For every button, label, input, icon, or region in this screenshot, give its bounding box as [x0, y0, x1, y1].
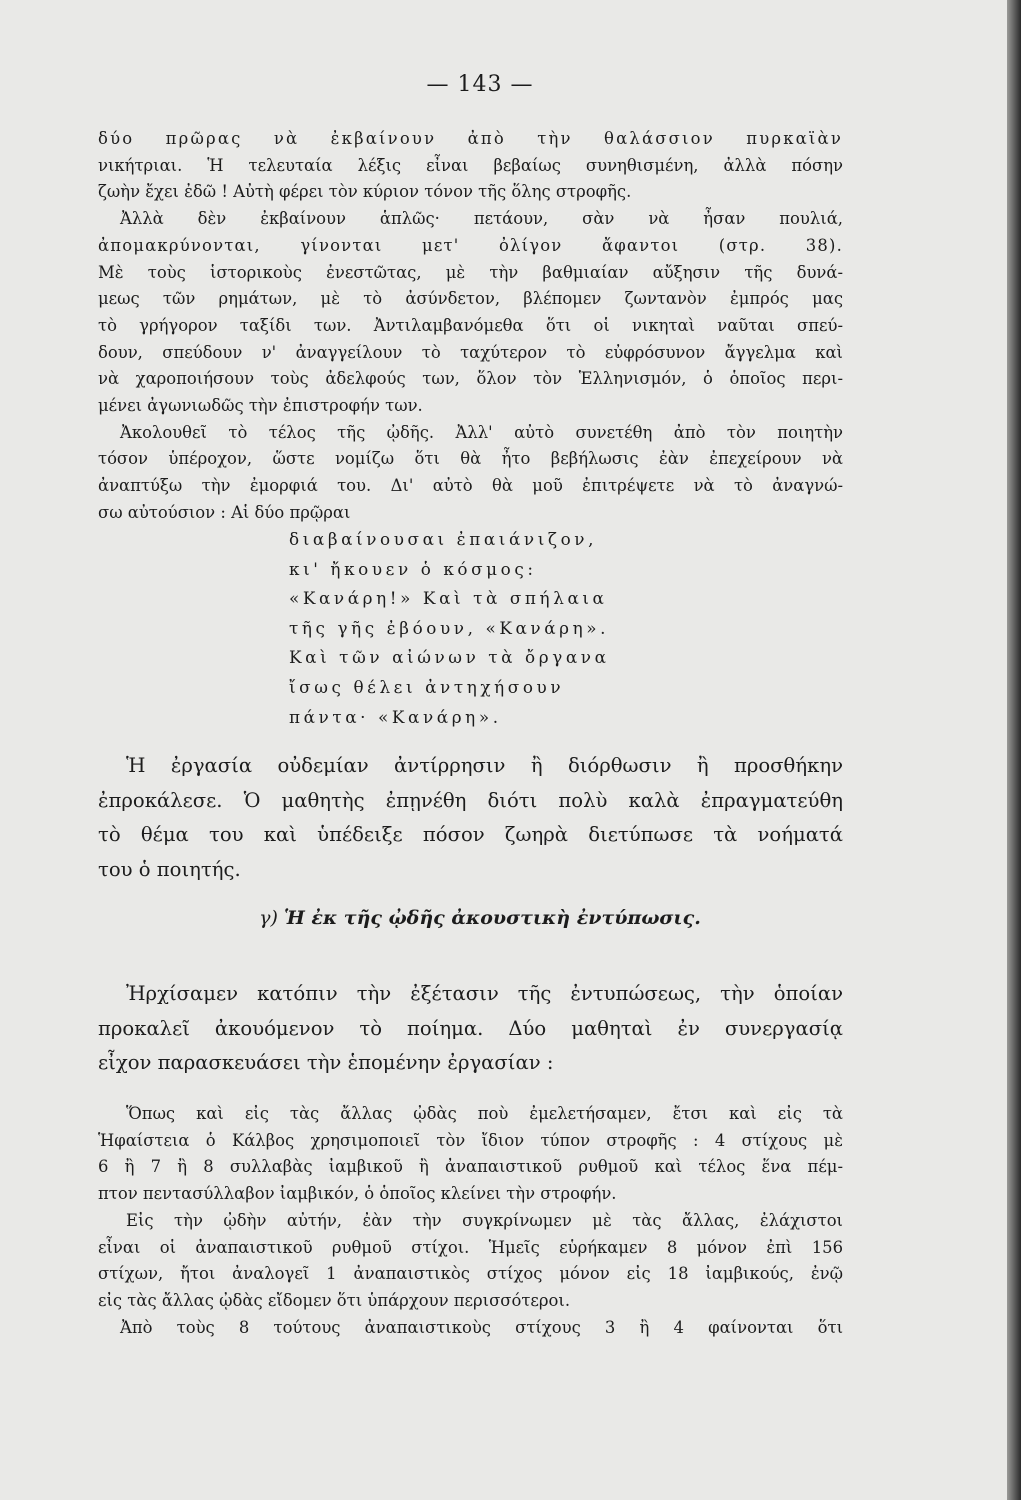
text-line: ἀπομακρύνονται, γίνονται μετ' ὀλίγον ἄφαντοι (στρ. 38).	[98, 235, 843, 255]
poem-line: τῆς γῆς ἐβόουν, «Κανάρη».	[289, 617, 610, 638]
text-line: 6 ἢ 7 ἢ 8 συλλαβὰς ἰαμβικοῦ ἢ ἀναπαιστικοῦ ρυθμοῦ καὶ τέλος ἕνα πέμ-	[98, 1157, 843, 1177]
text-line: σω αὐτούσιον : Αἱ δύο πρῷραι	[98, 502, 351, 522]
text-line: εἶχον παρασκευάσει τὴν ἑπομένην ἐργασίαν :	[98, 1051, 554, 1074]
text-line: πτον πεντασύλλαβον ἰαμβικόν, ὁ ὁποῖος κλείνει τὴν στροφήν.	[98, 1184, 617, 1204]
text-line: Ἀλλὰ δὲν ἐκβαίνουν ἁπλῶς· πετάουν, σὰν νὰ ἦσαν πουλιά,	[120, 209, 843, 229]
section-label: γ)	[259, 907, 278, 929]
text-line: ἐπροκάλεσε. Ὁ μαθητὴς ἐπῃνέθη διότι πολὺ καλὰ ἐπραγματεύθη	[98, 788, 843, 812]
text-line: μένει ἀγωνιωδῶς τὴν ἐπιστροφήν των.	[98, 396, 423, 416]
text-line: Ἀκολουθεῖ τὸ τέλος τῆς ᾠδῆς. Ἀλλ' αὐτὸ συνετέθη ἀπὸ τὸν ποιητὴν	[120, 422, 843, 442]
poem-line: «Κανάρη!» Καὶ τὰ σπήλαια	[289, 588, 608, 609]
text-line: στίχων, ἤτοι ἀναλογεῖ 1 ἀναπαιστικὸς στίχος μόνον εἰς 18 ἰαμβικούς, ἐνῷ	[98, 1264, 843, 1284]
text-line: εἶναι οἱ ἀναπαιστικοῦ ρυθμοῦ στίχοι. Ἡμεῖς εὑρήκαμεν 8 μόνον ἐπὶ 156	[98, 1237, 843, 1257]
text-line: τόσον ὑπέροχον, ὥστε νομίζω ὅτι θὰ ἦτο βεβήλωσις ἐὰν ἐπεχείρουν νὰ	[98, 449, 843, 469]
text-line: νικήτριαι. Ἡ τελευταία λέξις εἶναι βεβαίως συνηθισμένη, ἀλλὰ πόσην	[98, 155, 843, 175]
poem-stanza	[289, 525, 610, 732]
text-line: Ὅπως καὶ εἰς τὰς ἄλλας ᾠδὰς ποὺ ἐμελετήσαμεν, ἔτσι καὶ εἰς τὰ	[126, 1104, 843, 1123]
paragraph-bottom	[98, 1101, 843, 1341]
poem-line: κι' ἤκουεν ὁ κόσμος:	[289, 558, 537, 579]
text-line: Ἡφαίστεια ὁ Κάλβος χρησιμοποιεῖ τὸν ἴδιον τύπον στροφῆς : 4 στίχους μὲ	[98, 1130, 843, 1150]
section-title: Ἡ ἐκ τῆς ᾠδῆς ἀκουστικὴ ἐντύπωσις.	[284, 907, 701, 929]
text-line: ἀναπτύξω τὴν ἐμορφιά του. Δι' αὐτὸ θὰ μοῦ ἐπιτρέψετε νὰ τὸ ἀναγνώ-	[98, 476, 843, 496]
page-number: — 143 —	[426, 72, 534, 97]
text-line: τὸ θέμα του καὶ ὑπέδειξε πόσον ζωηρὰ διετύπωσε τὰ νοήματά	[98, 823, 843, 846]
poem-line: πάντα· «Κανάρη».	[289, 706, 502, 727]
text-line: νὰ χαροποιήσουν τοὺς ἀδελφούς των, ὅλον τὸν Ἑλληνισμόν, ὁ ὁποῖος περι-	[98, 369, 843, 389]
text-line: Εἰς τὴν ᾠδὴν αὐτήν, ἐὰν τὴν συγκρίνωμεν μὲ τὰς ἄλλας, ἐλάχιστοι	[126, 1210, 843, 1230]
text-line: Ἡ ἐργασία οὐδεμίαν ἀντίρρησιν ἢ διόρθωσιν ἢ προσθήκην	[126, 754, 843, 777]
paragraph-lower	[98, 977, 843, 1081]
text-line: ζωὴν ἔχει ἐδῶ ! Αὐτὴ φέρει τὸν κύριον τόνον τῆς ὅλης στροφῆς.	[98, 182, 632, 202]
page-edge-shadow	[1007, 0, 1021, 1500]
text-line: δουν, σπεύδουν ν' ἀναγγείλουν τὸ ταχύτερον τὸ εὐφρόσυνον ἄγγελμα καὶ	[98, 342, 843, 362]
text-line: μεως τῶν ρημάτων, μὲ τὸ ἀσύνδετον, βλέπομεν ζωντανὸν ἐμπρός μας	[98, 289, 843, 309]
text-line: προκαλεῖ ἀκουόμενον τὸ ποίημα. Δύο μαθηταὶ ἐν συνεργασίᾳ	[98, 1016, 843, 1040]
poem-line: διαβαίνουσαι ἐπαιάνιζον,	[289, 529, 598, 549]
text-line: Ἀπὸ τοὺς 8 τούτους ἀναπαιστικοὺς στίχους 3 ἢ 4 φαίνονται ὅτι	[120, 1317, 843, 1337]
poem-line: ἴσως θέλει ἀντηχήσουν	[289, 676, 565, 697]
paragraph-top	[98, 126, 843, 527]
text-line: Μὲ τοὺς ἱστορικοὺς ἐνεστῶτας, μὲ τὴν βαθμιαίαν αὔξησιν τῆς δυνά-	[98, 262, 843, 282]
text-line: του ὁ ποιητής.	[98, 857, 241, 881]
text-line: εἰς τὰς ἄλλας ᾠδὰς εἴδομεν ὅτι ὑπάρχουν περισσότεροι.	[98, 1290, 571, 1310]
paragraph-middle	[98, 749, 843, 887]
section-heading	[0, 907, 960, 929]
text-line: δύο πρῶρας νὰ ἐκβαίνουν ἀπὸ τὴν θαλάσσιον πυρκαϊὰν	[98, 129, 843, 148]
text-line: Ἠρχίσαμεν κατόπιν τὴν ἐξέτασιν τῆς ἐντυπώσεως, τὴν ὁποίαν	[126, 982, 843, 1005]
text-line: τὸ γρήγορον ταξίδι των. Ἀντιλαμβανόμεθα ὅτι οἱ νικηταὶ ναῦται σπεύ-	[98, 315, 843, 335]
poem-line: Καὶ τῶν αἰώνων τὰ ὄργανα	[289, 647, 610, 668]
